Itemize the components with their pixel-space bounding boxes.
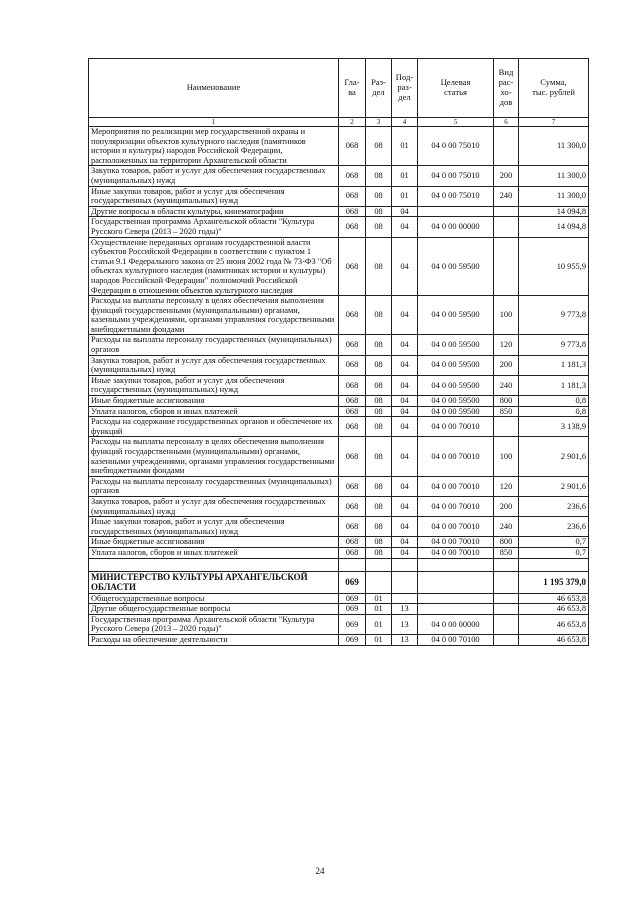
cell-glava: 069 (339, 634, 366, 645)
cell-vid (494, 614, 519, 634)
cell-podrazdel: 04 (392, 355, 418, 375)
table-row (89, 127, 589, 166)
cell-glava: 068 (339, 496, 366, 516)
cell-podrazdel: 04 (392, 375, 418, 395)
table-row (89, 558, 589, 571)
cell-name: Закупка товаров, работ и услуг для обеспечения государственных (муниципальных) нужд (89, 496, 339, 516)
cell-sum: 11 300,0 (519, 186, 589, 206)
cell-razdel: 08 (366, 206, 392, 217)
table-header-row (89, 59, 589, 118)
cell-vid (494, 217, 519, 237)
cell-razdel: 08 (366, 335, 392, 355)
cell-razdel: 08 (366, 237, 392, 296)
cell-podrazdel: 13 (392, 604, 418, 615)
cell-razdel: 08 (366, 476, 392, 496)
table-row (89, 396, 589, 407)
cell-vid (494, 417, 519, 437)
cell-sum: 236,6 (519, 496, 589, 516)
cell-name: Государственная программа Архангельской области "Культура Русского Севера (2013 – 2020 годы)" (89, 614, 339, 634)
cell-target: 04 0 00 59500 (418, 335, 494, 355)
table-row (89, 417, 589, 437)
cell-vid (494, 206, 519, 217)
cell-name: Уплата налогов, сборов и иных платежей (89, 547, 339, 558)
cell-razdel (366, 571, 392, 593)
cell-sum: 1 195 379,0 (519, 571, 589, 593)
header-target: Целевая статья (418, 59, 494, 118)
cell-target: 04 0 00 59500 (418, 375, 494, 395)
table-row (89, 296, 589, 335)
table-row (89, 217, 589, 237)
table-row (89, 355, 589, 375)
cell-razdel (366, 558, 392, 571)
table-row (89, 604, 589, 615)
cell-glava: 068 (339, 296, 366, 335)
cell-vid (494, 571, 519, 593)
cell-podrazdel: 04 (392, 517, 418, 537)
table-row (89, 476, 589, 496)
cell-razdel: 01 (366, 614, 392, 634)
cell-razdel: 08 (366, 537, 392, 548)
cell-glava: 068 (339, 406, 366, 417)
cell-glava: 069 (339, 593, 366, 604)
cell-sum: 1 181,3 (519, 375, 589, 395)
cell-vid (494, 604, 519, 615)
cell-target: 04 0 00 70010 (418, 437, 494, 476)
cell-name: Иные закупки товаров, работ и услуг для обеспечения государственных (муниципальных) нужд (89, 375, 339, 395)
table-body (89, 127, 589, 646)
cell-glava: 068 (339, 206, 366, 217)
cell-sum: 46 653,8 (519, 634, 589, 645)
cell-glava: 068 (339, 537, 366, 548)
cell-name: Расходы на содержание государственных органов и обеспечение их функций (89, 417, 339, 437)
cell-razdel: 08 (366, 296, 392, 335)
cell-podrazdel: 04 (392, 547, 418, 558)
cell-target: 04 0 00 00000 (418, 217, 494, 237)
cell-podrazdel: 01 (392, 186, 418, 206)
cell-podrazdel: 01 (392, 166, 418, 186)
cell-glava: 069 (339, 604, 366, 615)
cell-vid: 100 (494, 437, 519, 476)
cell-name: Иные бюджетные ассигнования (89, 396, 339, 407)
cell-sum: 236,6 (519, 517, 589, 537)
cell-sum: 14 094,8 (519, 217, 589, 237)
cell-podrazdel: 01 (392, 127, 418, 166)
column-number: 1 (89, 118, 339, 127)
table-row (89, 593, 589, 604)
column-numbers-row (89, 118, 589, 127)
table-row (89, 571, 589, 593)
cell-podrazdel: 04 (392, 406, 418, 417)
column-number: 3 (366, 118, 392, 127)
cell-glava: 068 (339, 547, 366, 558)
cell-razdel: 08 (366, 396, 392, 407)
cell-name: Мероприятия по реализации мер государственной охраны и популяризации объектов культурного наследия (памятников истории и культуры) народов Российской Федерации, расположенных на территории Архангельской области (89, 127, 339, 166)
cell-glava: 068 (339, 127, 366, 166)
cell-podrazdel: 04 (392, 537, 418, 548)
cell-target: 04 0 00 70010 (418, 537, 494, 548)
cell-vid: 200 (494, 166, 519, 186)
cell-razdel: 01 (366, 593, 392, 604)
cell-glava (339, 558, 366, 571)
cell-name: Уплата налогов, сборов и иных платежей (89, 406, 339, 417)
cell-podrazdel: 04 (392, 335, 418, 355)
cell-razdel: 01 (366, 634, 392, 645)
cell-name: Расходы на обеспечение деятельности (89, 634, 339, 645)
cell-name: Другие вопросы в области культуры, кинематографии (89, 206, 339, 217)
cell-name: Государственная программа Архангельской области "Культура Русского Севера (2013 – 2020 годы)" (89, 217, 339, 237)
table-row (89, 406, 589, 417)
cell-sum: 46 653,8 (519, 614, 589, 634)
cell-vid: 240 (494, 186, 519, 206)
cell-vid: 800 (494, 396, 519, 407)
cell-razdel: 08 (366, 186, 392, 206)
cell-sum: 1 181,3 (519, 355, 589, 375)
cell-sum: 11 300,0 (519, 166, 589, 186)
cell-target: 04 0 00 75010 (418, 166, 494, 186)
table-row (89, 335, 589, 355)
cell-sum: 46 653,8 (519, 593, 589, 604)
table-row (89, 166, 589, 186)
cell-vid (494, 237, 519, 296)
header-sum: Сумма, тыс. рублей (519, 59, 589, 118)
cell-target: 04 0 00 59500 (418, 406, 494, 417)
cell-sum: 0,8 (519, 406, 589, 417)
cell-razdel: 08 (366, 547, 392, 558)
cell-target: 04 0 00 59500 (418, 296, 494, 335)
cell-name (89, 558, 339, 571)
cell-target (418, 558, 494, 571)
cell-sum: 14 094,8 (519, 206, 589, 217)
cell-glava: 068 (339, 396, 366, 407)
cell-target: 04 0 00 00000 (418, 614, 494, 634)
cell-podrazdel: 13 (392, 614, 418, 634)
table-row (89, 496, 589, 516)
cell-razdel: 08 (366, 166, 392, 186)
cell-podrazdel: 04 (392, 437, 418, 476)
cell-target (418, 604, 494, 615)
cell-glava: 068 (339, 237, 366, 296)
cell-razdel: 08 (366, 127, 392, 166)
cell-name: Осуществление переданных органам государственной власти субъектов Российской Федерации в соответствии с пунктом 1 статьи 9.1 Федерального закона от 25 июня 2002 года № 73-ФЗ "Об объектах культурного наследия (памятниках истории и культуры) народов Российской Федерации" полномочий Российской Федерации в отношении объектов культурного наследия (89, 237, 339, 296)
cell-sum: 0,7 (519, 537, 589, 548)
table-row (89, 537, 589, 548)
cell-sum: 3 138,9 (519, 417, 589, 437)
cell-vid: 240 (494, 517, 519, 537)
cell-sum: 11 300,0 (519, 127, 589, 166)
cell-glava: 069 (339, 614, 366, 634)
cell-vid (494, 634, 519, 645)
page-number: 24 (315, 866, 325, 876)
cell-razdel: 08 (366, 217, 392, 237)
cell-razdel: 01 (366, 604, 392, 615)
cell-podrazdel: 04 (392, 296, 418, 335)
cell-name: Иные бюджетные ассигнования (89, 537, 339, 548)
cell-glava: 068 (339, 375, 366, 395)
cell-name: Расходы на выплаты персоналу в целях обеспечения выполнения функций государственными (муниципальными) органами, казенными учреждениями, органами управления государственными внебюджетными фондами (89, 296, 339, 335)
cell-name: Общегосударственные вопросы (89, 593, 339, 604)
cell-vid (494, 127, 519, 166)
cell-razdel: 08 (366, 375, 392, 395)
cell-razdel: 08 (366, 437, 392, 476)
cell-podrazdel (392, 593, 418, 604)
cell-sum: 2 901,6 (519, 476, 589, 496)
cell-podrazdel (392, 558, 418, 571)
cell-vid: 850 (494, 547, 519, 558)
cell-podrazdel: 04 (392, 206, 418, 217)
table-row (89, 186, 589, 206)
cell-podrazdel: 04 (392, 396, 418, 407)
budget-table (88, 58, 589, 646)
cell-glava: 068 (339, 217, 366, 237)
cell-sum: 0,8 (519, 396, 589, 407)
cell-vid (494, 558, 519, 571)
cell-vid: 100 (494, 296, 519, 335)
cell-glava: 068 (339, 476, 366, 496)
cell-vid: 240 (494, 375, 519, 395)
cell-name: Другие общегосударственные вопросы (89, 604, 339, 615)
header-vid: Вид рас- хо- дов (494, 59, 519, 118)
cell-name: Закупка товаров, работ и услуг для обеспечения государственных (муниципальных) нужд (89, 166, 339, 186)
column-number: 5 (418, 118, 494, 127)
cell-razdel: 08 (366, 417, 392, 437)
cell-vid: 800 (494, 537, 519, 548)
cell-name: Закупка товаров, работ и услуг для обеспечения государственных (муниципальных) нужд (89, 355, 339, 375)
cell-podrazdel (392, 571, 418, 593)
cell-podrazdel: 04 (392, 417, 418, 437)
cell-podrazdel: 04 (392, 476, 418, 496)
header-razdel: Раз- дел (366, 59, 392, 118)
cell-sum: 9 773,8 (519, 335, 589, 355)
cell-target: 04 0 00 70010 (418, 417, 494, 437)
cell-target (418, 206, 494, 217)
table-row (89, 634, 589, 645)
table-row (89, 614, 589, 634)
column-number: 7 (519, 118, 589, 127)
cell-glava: 068 (339, 166, 366, 186)
cell-sum (519, 558, 589, 571)
column-number: 2 (339, 118, 366, 127)
table-row (89, 237, 589, 296)
cell-vid: 120 (494, 476, 519, 496)
cell-podrazdel: 04 (392, 237, 418, 296)
cell-sum: 2 901,6 (519, 437, 589, 476)
cell-glava: 068 (339, 355, 366, 375)
header-podrazdel: Под- раз- дел (392, 59, 418, 118)
cell-glava: 068 (339, 335, 366, 355)
cell-name: Иные закупки товаров, работ и услуг для обеспечения государственных (муниципальных) нужд (89, 186, 339, 206)
table-row (89, 206, 589, 217)
table-row (89, 547, 589, 558)
header-name: Наименование (89, 59, 339, 118)
cell-sum: 10 955,9 (519, 237, 589, 296)
cell-sum: 0,7 (519, 547, 589, 558)
cell-vid: 120 (494, 335, 519, 355)
cell-target: 04 0 00 70010 (418, 496, 494, 516)
cell-target (418, 593, 494, 604)
cell-glava: 068 (339, 517, 366, 537)
cell-target: 04 0 00 70010 (418, 517, 494, 537)
cell-glava: 068 (339, 186, 366, 206)
table-row (89, 375, 589, 395)
cell-sum: 9 773,8 (519, 296, 589, 335)
column-number: 4 (392, 118, 418, 127)
cell-glava: 068 (339, 417, 366, 437)
table-row (89, 517, 589, 537)
cell-podrazdel: 04 (392, 496, 418, 516)
column-number: 6 (494, 118, 519, 127)
cell-target: 04 0 00 70010 (418, 547, 494, 558)
cell-target: 04 0 00 70100 (418, 634, 494, 645)
cell-podrazdel: 13 (392, 634, 418, 645)
cell-razdel: 08 (366, 355, 392, 375)
cell-vid: 850 (494, 406, 519, 417)
cell-target (418, 571, 494, 593)
cell-podrazdel: 04 (392, 217, 418, 237)
table-row (89, 437, 589, 476)
cell-glava: 068 (339, 437, 366, 476)
cell-target: 04 0 00 70010 (418, 476, 494, 496)
cell-target: 04 0 00 75010 (418, 186, 494, 206)
cell-name: МИНИСТЕРСТВО КУЛЬТУРЫ АРХАНГЕЛЬСКОЙ ОБЛАСТИ (89, 571, 339, 593)
cell-glava: 069 (339, 571, 366, 593)
header-glava: Гла- ва (339, 59, 366, 118)
cell-target: 04 0 00 75010 (418, 127, 494, 166)
cell-razdel: 08 (366, 517, 392, 537)
cell-razdel: 08 (366, 406, 392, 417)
cell-vid (494, 593, 519, 604)
cell-name: Расходы на выплаты персоналу в целях обеспечения выполнения функций государственными (муниципальными) органами, казенными учреждениями, органами управления государственными внебюджетными фондами (89, 437, 339, 476)
cell-vid: 200 (494, 496, 519, 516)
cell-name: Расходы на выплаты персоналу государственных (муниципальных) органов (89, 335, 339, 355)
cell-target: 04 0 00 59500 (418, 355, 494, 375)
cell-name: Расходы на выплаты персоналу государственных (муниципальных) органов (89, 476, 339, 496)
cell-name: Иные закупки товаров, работ и услуг для обеспечения государственных (муниципальных) нужд (89, 517, 339, 537)
cell-sum: 46 653,8 (519, 604, 589, 615)
cell-razdel: 08 (366, 496, 392, 516)
cell-target: 04 0 00 59500 (418, 237, 494, 296)
cell-vid: 200 (494, 355, 519, 375)
budget-page (88, 58, 588, 646)
cell-target: 04 0 00 59500 (418, 396, 494, 407)
